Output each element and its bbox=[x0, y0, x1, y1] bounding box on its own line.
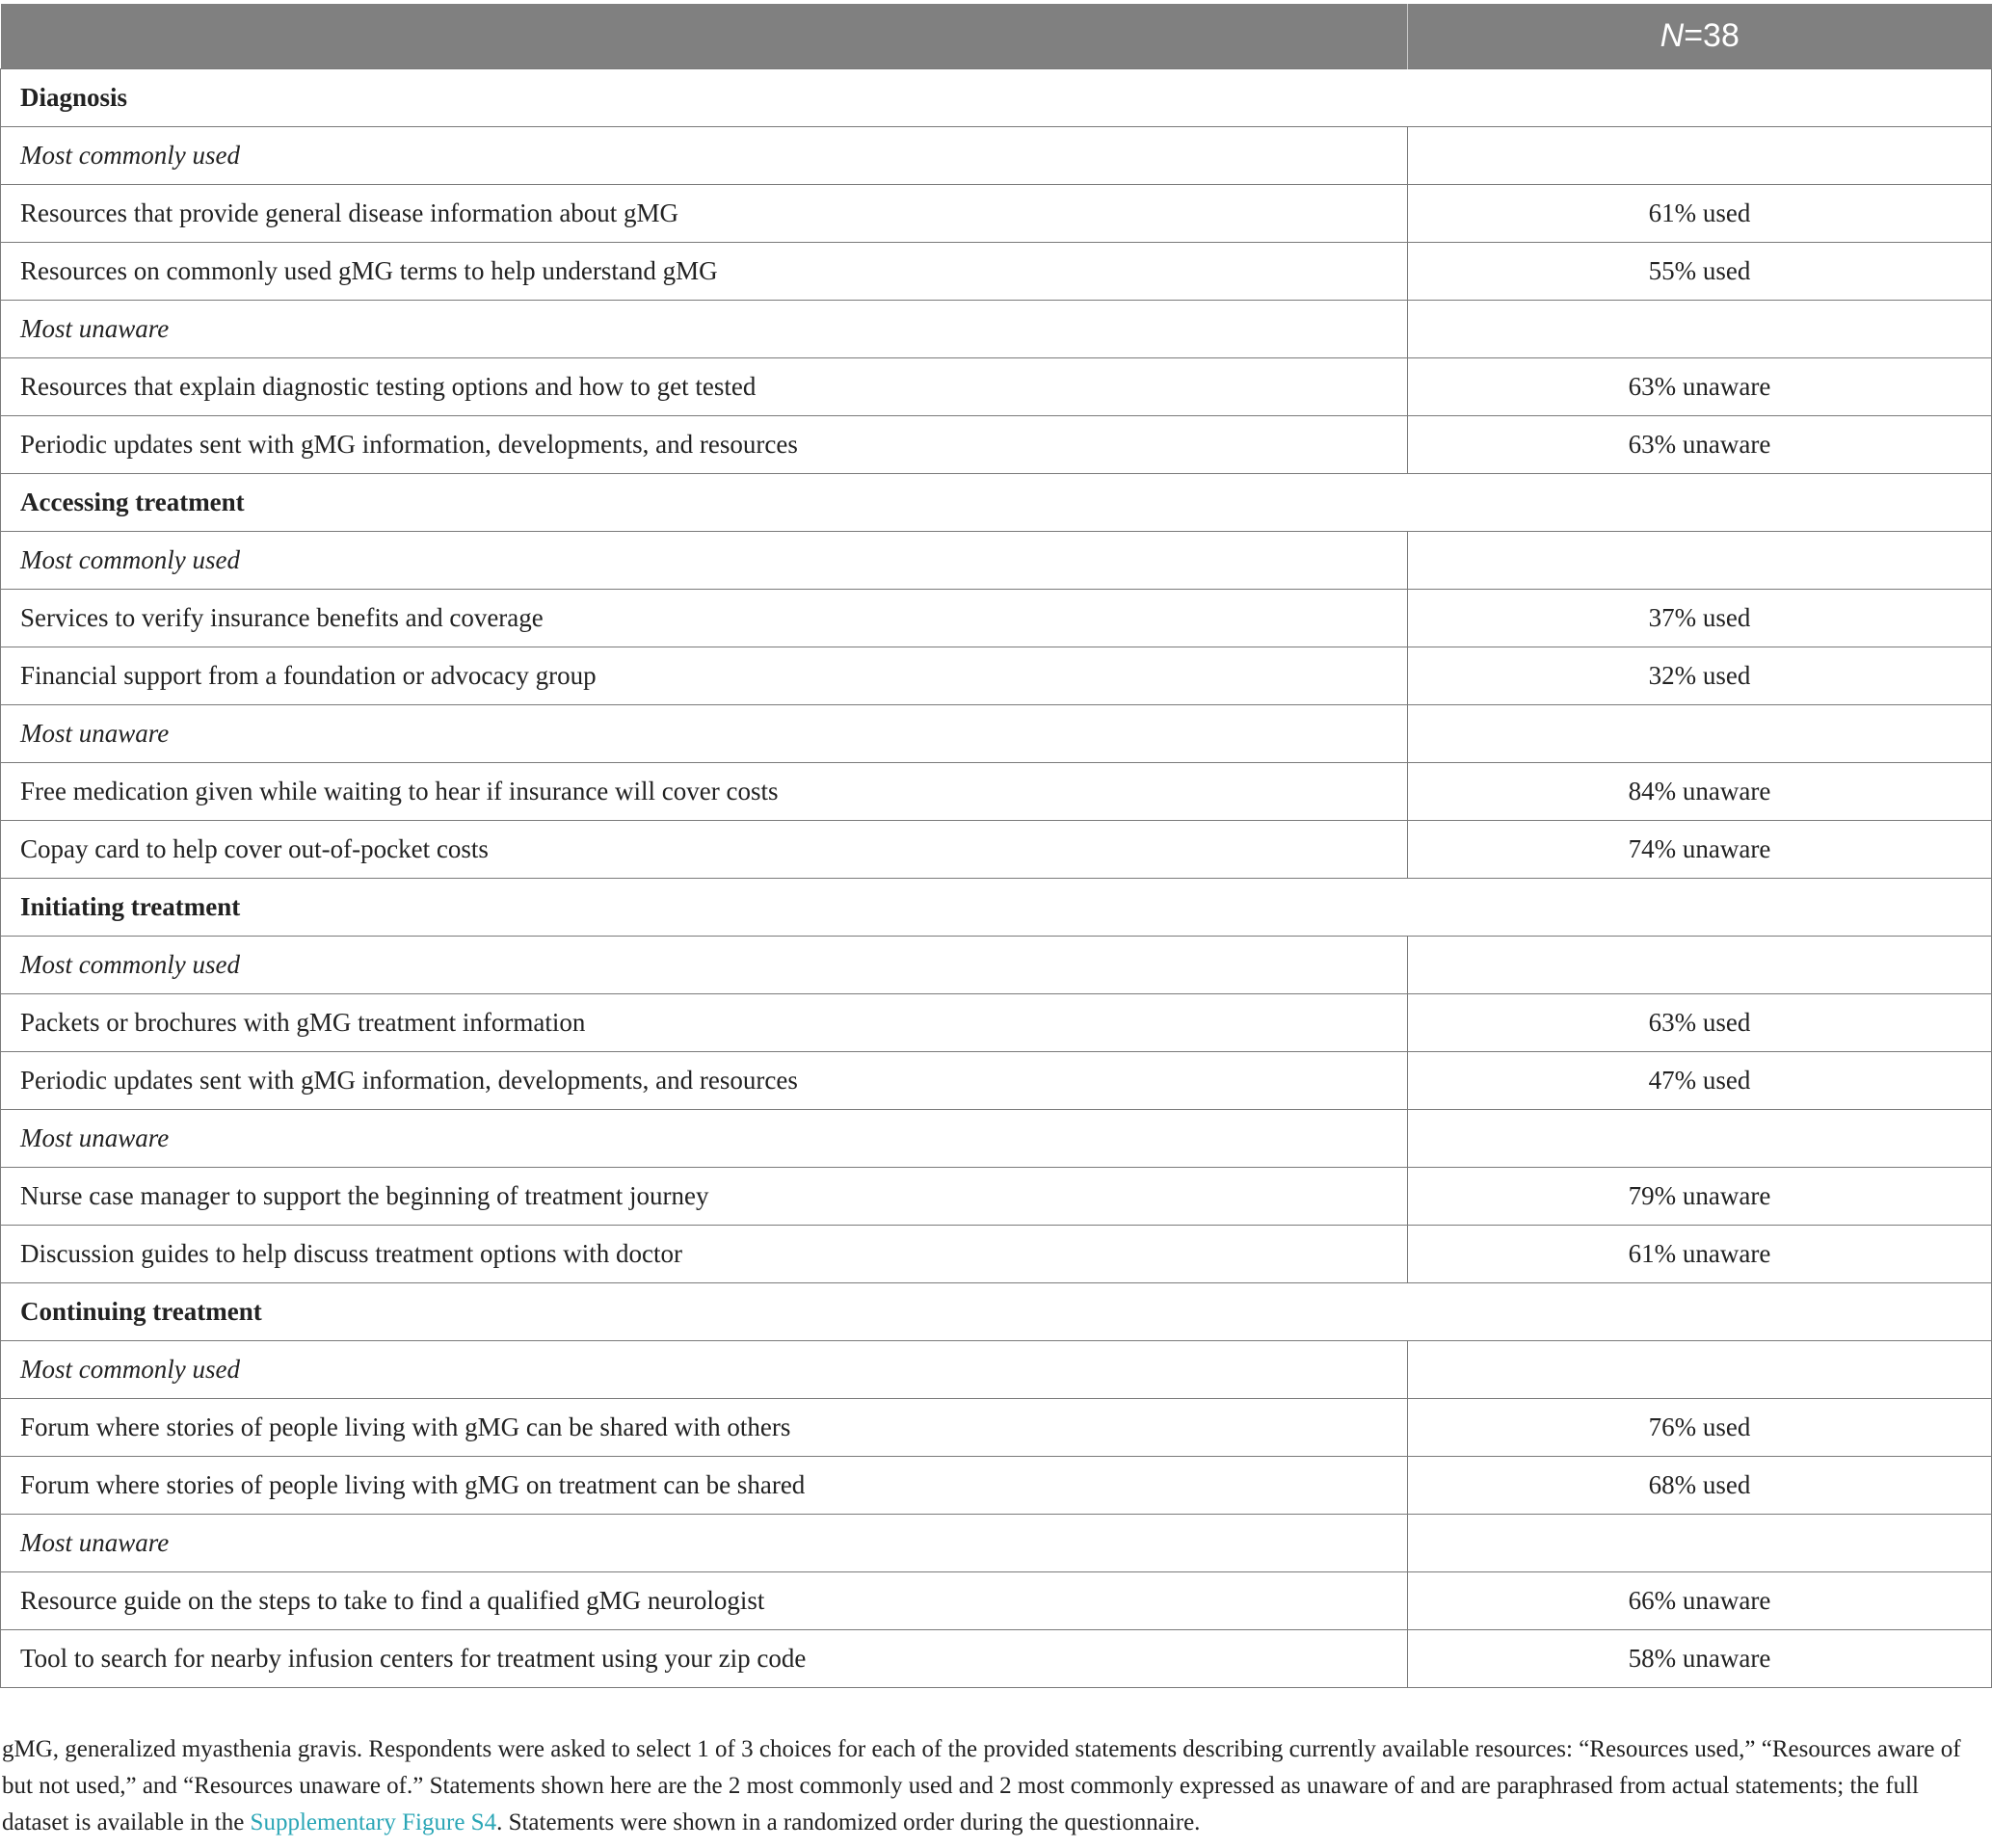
value-cell: 63% used bbox=[1408, 994, 1992, 1052]
value-cell: 76% used bbox=[1408, 1399, 1992, 1457]
statement-cell: Periodic updates sent with gMG information, developments, and resources bbox=[1, 1052, 1408, 1110]
subgroup-empty-cell bbox=[1408, 532, 1992, 590]
footnote-text-end: . Statements were shown in a randomized order during the questionnaire. bbox=[496, 1809, 1201, 1835]
statement-cell: Forum where stories of people living with gMG can be shared with others bbox=[1, 1399, 1408, 1457]
value-cell: 63% unaware bbox=[1408, 416, 1992, 474]
value-cell: 61% unaware bbox=[1408, 1226, 1992, 1283]
table-footnote bbox=[2, 1731, 1987, 1841]
value-cell: 32% used bbox=[1408, 647, 1992, 705]
subgroup-empty-cell bbox=[1408, 1341, 1992, 1399]
subgroup-empty-cell bbox=[1408, 1515, 1992, 1572]
table-row bbox=[1, 358, 1992, 416]
table-row bbox=[1, 1457, 1992, 1515]
value-cell: 37% used bbox=[1408, 590, 1992, 647]
statement-cell: Services to verify insurance benefits and coverage bbox=[1, 590, 1408, 647]
subgroup-label: Most commonly used bbox=[1, 937, 1408, 994]
header-statement-column bbox=[1, 4, 1408, 69]
value-cell: 66% unaware bbox=[1408, 1572, 1992, 1630]
table-header-row bbox=[1, 4, 1992, 69]
subgroup-empty-cell bbox=[1408, 301, 1992, 358]
statement-cell: Resources on commonly used gMG terms to help understand gMG bbox=[1, 243, 1408, 301]
section-title: Diagnosis bbox=[1, 69, 1992, 127]
value-cell: 47% used bbox=[1408, 1052, 1992, 1110]
subgroup-row bbox=[1, 705, 1992, 763]
table-row bbox=[1, 1399, 1992, 1457]
value-cell: 63% unaware bbox=[1408, 358, 1992, 416]
statement-cell: Financial support from a foundation or advocacy group bbox=[1, 647, 1408, 705]
section-title: Continuing treatment bbox=[1, 1283, 1992, 1341]
resources-table bbox=[0, 4, 1992, 1688]
subgroup-row bbox=[1, 1110, 1992, 1168]
value-cell: 68% used bbox=[1408, 1457, 1992, 1515]
subgroup-label: Most commonly used bbox=[1, 127, 1408, 185]
subgroup-row bbox=[1, 301, 1992, 358]
section-row bbox=[1, 69, 1992, 127]
statement-cell: Resources that provide general disease information about gMG bbox=[1, 185, 1408, 243]
statement-cell: Resource guide on the steps to take to find a qualified gMG neurologist bbox=[1, 1572, 1408, 1630]
table-row bbox=[1, 1052, 1992, 1110]
table-row bbox=[1, 243, 1992, 301]
section-title: Initiating treatment bbox=[1, 879, 1992, 937]
supplementary-figure-link[interactable]: Supplementary Figure S4 bbox=[250, 1809, 497, 1835]
statement-cell: Copay card to help cover out-of-pocket costs bbox=[1, 821, 1408, 879]
table-row bbox=[1, 994, 1992, 1052]
footnote-text: gMG, generalized myasthenia gravis. Respondents were asked to select 1 of 3 choices for each of the provided statements describing currently available resources: “Resources used,” “Resources aware of but not used,” and “Resources unaware of.” Statements shown here are the 2 most commonly used and 2 most commonly expressed as unaware of and are paraphrased from actual statements; the full dataset is available in the bbox=[2, 1736, 1961, 1835]
section-title: Accessing treatment bbox=[1, 474, 1992, 532]
statement-cell: Discussion guides to help discuss treatment options with doctor bbox=[1, 1226, 1408, 1283]
statement-cell: Forum where stories of people living with gMG on treatment can be shared bbox=[1, 1457, 1408, 1515]
section-row bbox=[1, 1283, 1992, 1341]
table-row bbox=[1, 416, 1992, 474]
subgroup-row bbox=[1, 937, 1992, 994]
statement-cell: Nurse case manager to support the beginning of treatment journey bbox=[1, 1168, 1408, 1226]
subgroup-empty-cell bbox=[1408, 937, 1992, 994]
subgroup-empty-cell bbox=[1408, 1110, 1992, 1168]
subgroup-row bbox=[1, 127, 1992, 185]
subgroup-row bbox=[1, 1515, 1992, 1572]
section-row bbox=[1, 474, 1992, 532]
value-cell: 58% unaware bbox=[1408, 1630, 1992, 1688]
table-row bbox=[1, 647, 1992, 705]
table-body bbox=[1, 69, 1992, 1688]
value-cell: 84% unaware bbox=[1408, 763, 1992, 821]
value-cell: 79% unaware bbox=[1408, 1168, 1992, 1226]
table-row bbox=[1, 821, 1992, 879]
value-cell: 74% unaware bbox=[1408, 821, 1992, 879]
subgroup-row bbox=[1, 1341, 1992, 1399]
table-row bbox=[1, 1168, 1992, 1226]
value-cell: 55% used bbox=[1408, 243, 1992, 301]
n-symbol: N bbox=[1660, 17, 1685, 54]
subgroup-empty-cell bbox=[1408, 127, 1992, 185]
subgroup-label: Most unaware bbox=[1, 1110, 1408, 1168]
subgroup-empty-cell bbox=[1408, 705, 1992, 763]
subgroup-label: Most unaware bbox=[1, 301, 1408, 358]
subgroup-label: Most commonly used bbox=[1, 1341, 1408, 1399]
table-row bbox=[1, 1630, 1992, 1688]
n-value: =38 bbox=[1684, 17, 1740, 54]
table-row bbox=[1, 1226, 1992, 1283]
section-row bbox=[1, 879, 1992, 937]
table-row bbox=[1, 763, 1992, 821]
value-cell: 61% used bbox=[1408, 185, 1992, 243]
statement-cell: Tool to search for nearby infusion centers for treatment using your zip code bbox=[1, 1630, 1408, 1688]
table-row bbox=[1, 590, 1992, 647]
statement-cell: Resources that explain diagnostic testing options and how to get tested bbox=[1, 358, 1408, 416]
statement-cell: Free medication given while waiting to hear if insurance will cover costs bbox=[1, 763, 1408, 821]
subgroup-label: Most unaware bbox=[1, 1515, 1408, 1572]
table-container bbox=[0, 4, 1992, 1688]
statement-cell: Packets or brochures with gMG treatment information bbox=[1, 994, 1408, 1052]
subgroup-label: Most unaware bbox=[1, 705, 1408, 763]
statement-cell: Periodic updates sent with gMG information, developments, and resources bbox=[1, 416, 1408, 474]
table-row bbox=[1, 185, 1992, 243]
subgroup-label: Most commonly used bbox=[1, 532, 1408, 590]
subgroup-row bbox=[1, 532, 1992, 590]
header-n-column bbox=[1408, 4, 1992, 69]
table-row bbox=[1, 1572, 1992, 1630]
